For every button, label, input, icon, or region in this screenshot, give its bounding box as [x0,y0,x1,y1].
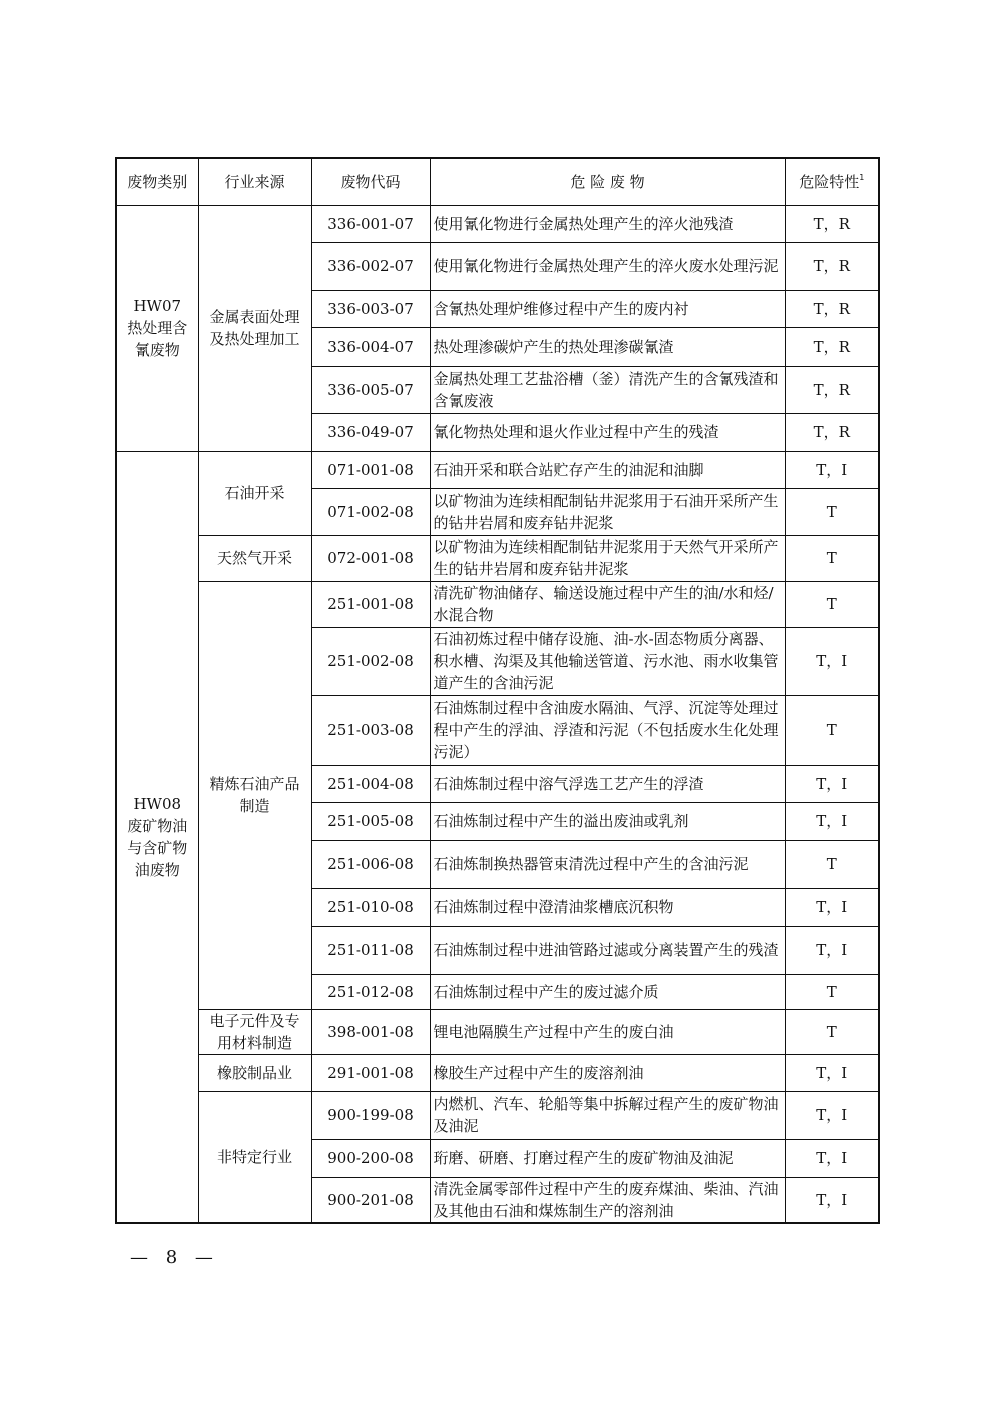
waste-code-cell: 071-001-08 [311,451,430,488]
waste-description-cell: 氰化物热处理和退火作业过程中产生的残渣 [430,413,785,451]
waste-description-cell: 石油炼制过程中产生的废过滤介质 [430,974,785,1009]
waste-description-cell: 金属热处理工艺盐浴槽（釜）清洗产生的含氰残渣和含氰废液 [430,366,785,413]
hazard-cell: T，R [785,413,879,451]
waste-code-cell: 251-003-08 [311,695,430,765]
source-cell: 非特定行业 [198,1091,311,1223]
hazard-cell: T，R [785,242,879,290]
waste-code-cell: 072-001-08 [311,535,430,581]
hazard-cell: T，I [785,451,879,488]
waste-description-cell: 石油炼制过程中溶气浮选工艺产生的浮渣 [430,765,785,802]
hazard-cell: T，I [785,765,879,802]
hazard-cell: T，I [785,1177,879,1223]
table-header-row [116,158,879,205]
waste-description-cell: 橡胶生产过程中产生的废溶剂油 [430,1054,785,1091]
category-cell-hw08: HW08 废矿物油 与含矿物 油废物 [116,451,198,1223]
source-cell: 天然气开采 [198,535,311,581]
waste-description-cell: 以矿物油为连续相配制钻井泥浆用于石油开采所产生的钻井岩屑和废弃钻井泥浆 [430,488,785,535]
hazard-cell: T，R [785,327,879,366]
hazard-cell: T，I [785,926,879,974]
table-body [116,205,879,1223]
hazard-cell: T，I [785,1139,879,1177]
waste-code-cell: 291-001-08 [311,1054,430,1091]
hazard-cell: T，I [785,1091,879,1139]
source-cell: 石油开采 [198,451,311,535]
hazardous-waste-table [115,157,880,1224]
waste-description-cell: 石油开采和联合站贮存产生的油泥和油脚 [430,451,785,488]
waste-code-cell: 900-201-08 [311,1177,430,1223]
hazard-cell: T，I [785,802,879,840]
hazard-cell: T，I [785,888,879,926]
source-cell: 精炼石油产品 制造 [198,581,311,1009]
source-cell: 金属表面处理 及热处理加工 [198,205,311,451]
table-row [116,1091,879,1139]
waste-description-cell: 内燃机、汽车、轮船等集中拆解过程产生的废矿物油及油泥 [430,1091,785,1139]
waste-code-cell: 900-199-08 [311,1091,430,1139]
waste-code-cell: 251-004-08 [311,765,430,802]
waste-code-cell: 336-001-07 [311,205,430,242]
waste-code-cell: 900-200-08 [311,1139,430,1177]
waste-code-cell: 336-005-07 [311,366,430,413]
table-row [116,1009,879,1054]
waste-code-cell: 251-002-08 [311,627,430,695]
waste-description-cell: 珩磨、研磨、打磨过程产生的废矿物油及油泥 [430,1139,785,1177]
waste-code-cell: 336-003-07 [311,290,430,327]
hazard-cell: T，R [785,205,879,242]
hazard-cell: T [785,695,879,765]
table-row [116,451,879,488]
waste-code-cell: 336-049-07 [311,413,430,451]
header-waste: 危 险 废 物 [430,158,785,205]
waste-description-cell: 使用氰化物进行金属热处理产生的淬火废水处理污泥 [430,242,785,290]
waste-code-cell: 251-005-08 [311,802,430,840]
source-cell: 电子元件及专 用材料制造 [198,1009,311,1054]
waste-description-cell: 石油炼制过程中进油管路过滤或分离装置产生的残渣 [430,926,785,974]
hazard-cell: T [785,535,879,581]
page-number: — 8 — [130,1247,219,1268]
hazard-cell: T，R [785,366,879,413]
waste-description-cell: 使用氰化物进行金属热处理产生的淬火池残渣 [430,205,785,242]
source-cell: 橡胶制品业 [198,1054,311,1091]
waste-description-cell: 石油炼制过程中澄清油浆槽底沉积物 [430,888,785,926]
waste-description-cell: 锂电池隔膜生产过程中产生的废白油 [430,1009,785,1054]
table-row [116,1054,879,1091]
waste-code-cell: 251-006-08 [311,840,430,888]
waste-code-cell: 251-001-08 [311,581,430,627]
waste-description-cell: 清洗金属零部件过程中产生的废弃煤油、柴油、汽油及其他由石油和煤炼制生产的溶剂油 [430,1177,785,1223]
waste-description-cell: 热处理渗碳炉产生的热处理渗碳氰渣 [430,327,785,366]
waste-description-cell: 石油炼制过程中产生的溢出废油或乳剂 [430,802,785,840]
waste-code-cell: 398-001-08 [311,1009,430,1054]
waste-description-cell: 以矿物油为连续相配制钻井泥浆用于天然气开采所产生的钻井岩屑和废弃钻井泥浆 [430,535,785,581]
header-code: 废物代码 [311,158,430,205]
table-row [116,205,879,242]
waste-description-cell: 石油初炼过程中储存设施、油-水-固态物质分离器、积水槽、沟渠及其他输送管道、污水池、雨水收集管道产生的含油污泥 [430,627,785,695]
waste-code-cell: 251-011-08 [311,926,430,974]
hazard-cell: T [785,488,879,535]
header-category: 废物类别 [116,158,198,205]
hazard-footnote-marker: 1 [859,172,865,182]
waste-code-cell: 336-002-07 [311,242,430,290]
hazard-cell: T [785,974,879,1009]
hazard-cell: T，I [785,1054,879,1091]
waste-description-cell: 含氰热处理炉维修过程中产生的废内衬 [430,290,785,327]
waste-code-cell: 336-004-07 [311,327,430,366]
table-row [116,535,879,581]
hazard-cell: T [785,1009,879,1054]
hazard-cell: T [785,581,879,627]
waste-code-cell: 251-012-08 [311,974,430,1009]
hazard-cell: T，I [785,627,879,695]
waste-description-cell: 石油炼制过程中含油废水隔油、气浮、沉淀等处理过程中产生的浮油、浮渣和污泥（不包括废水生化处理污泥） [430,695,785,765]
header-hazard [785,158,879,205]
waste-description-cell: 石油炼制换热器管束清洗过程中产生的含油污泥 [430,840,785,888]
header-hazard-label: 危险特性 [799,172,860,191]
waste-description-cell: 清洗矿物油储存、输送设施过程中产生的油/水和烃/水混合物 [430,581,785,627]
hazard-cell: T，R [785,290,879,327]
table-row [116,581,879,627]
category-cell-hw07: HW07 热处理含 氰废物 [116,205,198,451]
hazard-cell: T [785,840,879,888]
header-source: 行业来源 [198,158,311,205]
waste-code-cell: 071-002-08 [311,488,430,535]
waste-code-cell: 251-010-08 [311,888,430,926]
